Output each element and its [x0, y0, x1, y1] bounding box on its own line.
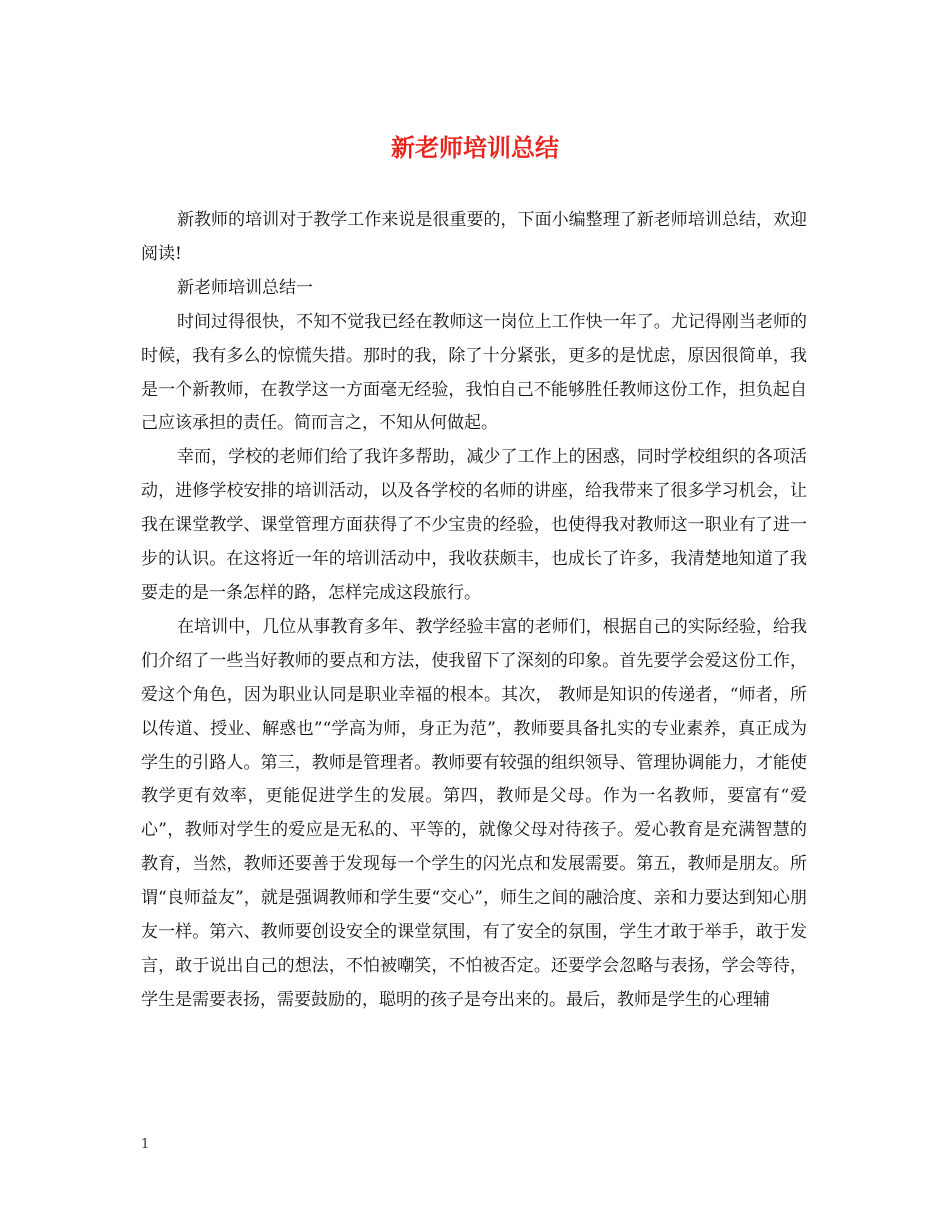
body-paragraph: 在培训中，几位从事教育多年、教学经验丰富的老师们，根据自己的实际经验，给我们介绍了一些当好教师的要点和方法，使我留下了深刻的印象。首先要学会爱这份工作，爱这个角色，因为职业认同是职业幸福的根本。其次， 教师是知识的传递者，“师者，所以传道、授业、解惑也”“学高为师，身正为范”，教师要具备扎实的专业素养，真正成为学生的引路人。第三，教师是管理者。教师要有较强的组织领导、管理协调能力，才能使教学更有效率，更能促进学生的发展。第四，教师是父母。作为一名教师，要富有“爱心”，教师对学生的爱应是无私的、平等的，就像父母对待孩子。爱心教育是充满智慧的教育，当然，教师还要善于发现每一个学生的闪光点和发展需要。第五，教师是朋友。所谓“良师益友”，就是强调教师和学生要“交心”，师生之间的融洽度、亲和力要达到知心朋友一样。第六、教师要创设安全的课堂氛围，有了安全的氛围，学生才敢于举手，敢于发言，敢于说出自己的想法，不怕被嘲笑，不怕被否定。还要学会忽略与表扬，学会等待，学生是需要表扬，需要鼓励的，聪明的孩子是夸出来的。最后，教师是学生的心理辅 [141, 616, 807, 1010]
body-paragraph: 幸而，学校的老师们给了我许多帮助，减少了工作上的困惑，同时学校组织的各项活动，进修学校安排的培训活动，以及各学校的名师的讲座，给我带来了很多学习机会，让我在课堂教学、课堂管理方面获得了不少宝贵的经验，也使得我对教师这一职业有了进一步的认识。在这将近一年的培训活动中，我收获颇丰，也成长了许多，我清楚地知道了我要走的是一条怎样的路，怎样完成这段旅行。 [141, 447, 807, 603]
page-number: 1 [141, 1137, 150, 1152]
document-body [141, 204, 807, 1018]
intro-paragraph: 新教师的培训对于教学工作来说是很重要的，下面小编整理了新老师培训总结，欢迎阅读! [141, 210, 807, 264]
document-title: 新老师培训总结 [391, 133, 559, 162]
body-paragraph: 时间过得很快，不知不觉我已经在教师这一岗位上工作快一年了。尤记得刚当老师的时候，我有多么的惊慌失措。那时的我，除了十分紧张，更多的是忧虑，原因很简单，我是一个新教师，在教学这一方面毫无经验，我怕自己不能够胜任教师这份工作，担负起自己应该承担的责任。简而言之，不知从何做起。 [141, 311, 807, 434]
section-heading: 新老师培训总结一 [177, 277, 313, 298]
